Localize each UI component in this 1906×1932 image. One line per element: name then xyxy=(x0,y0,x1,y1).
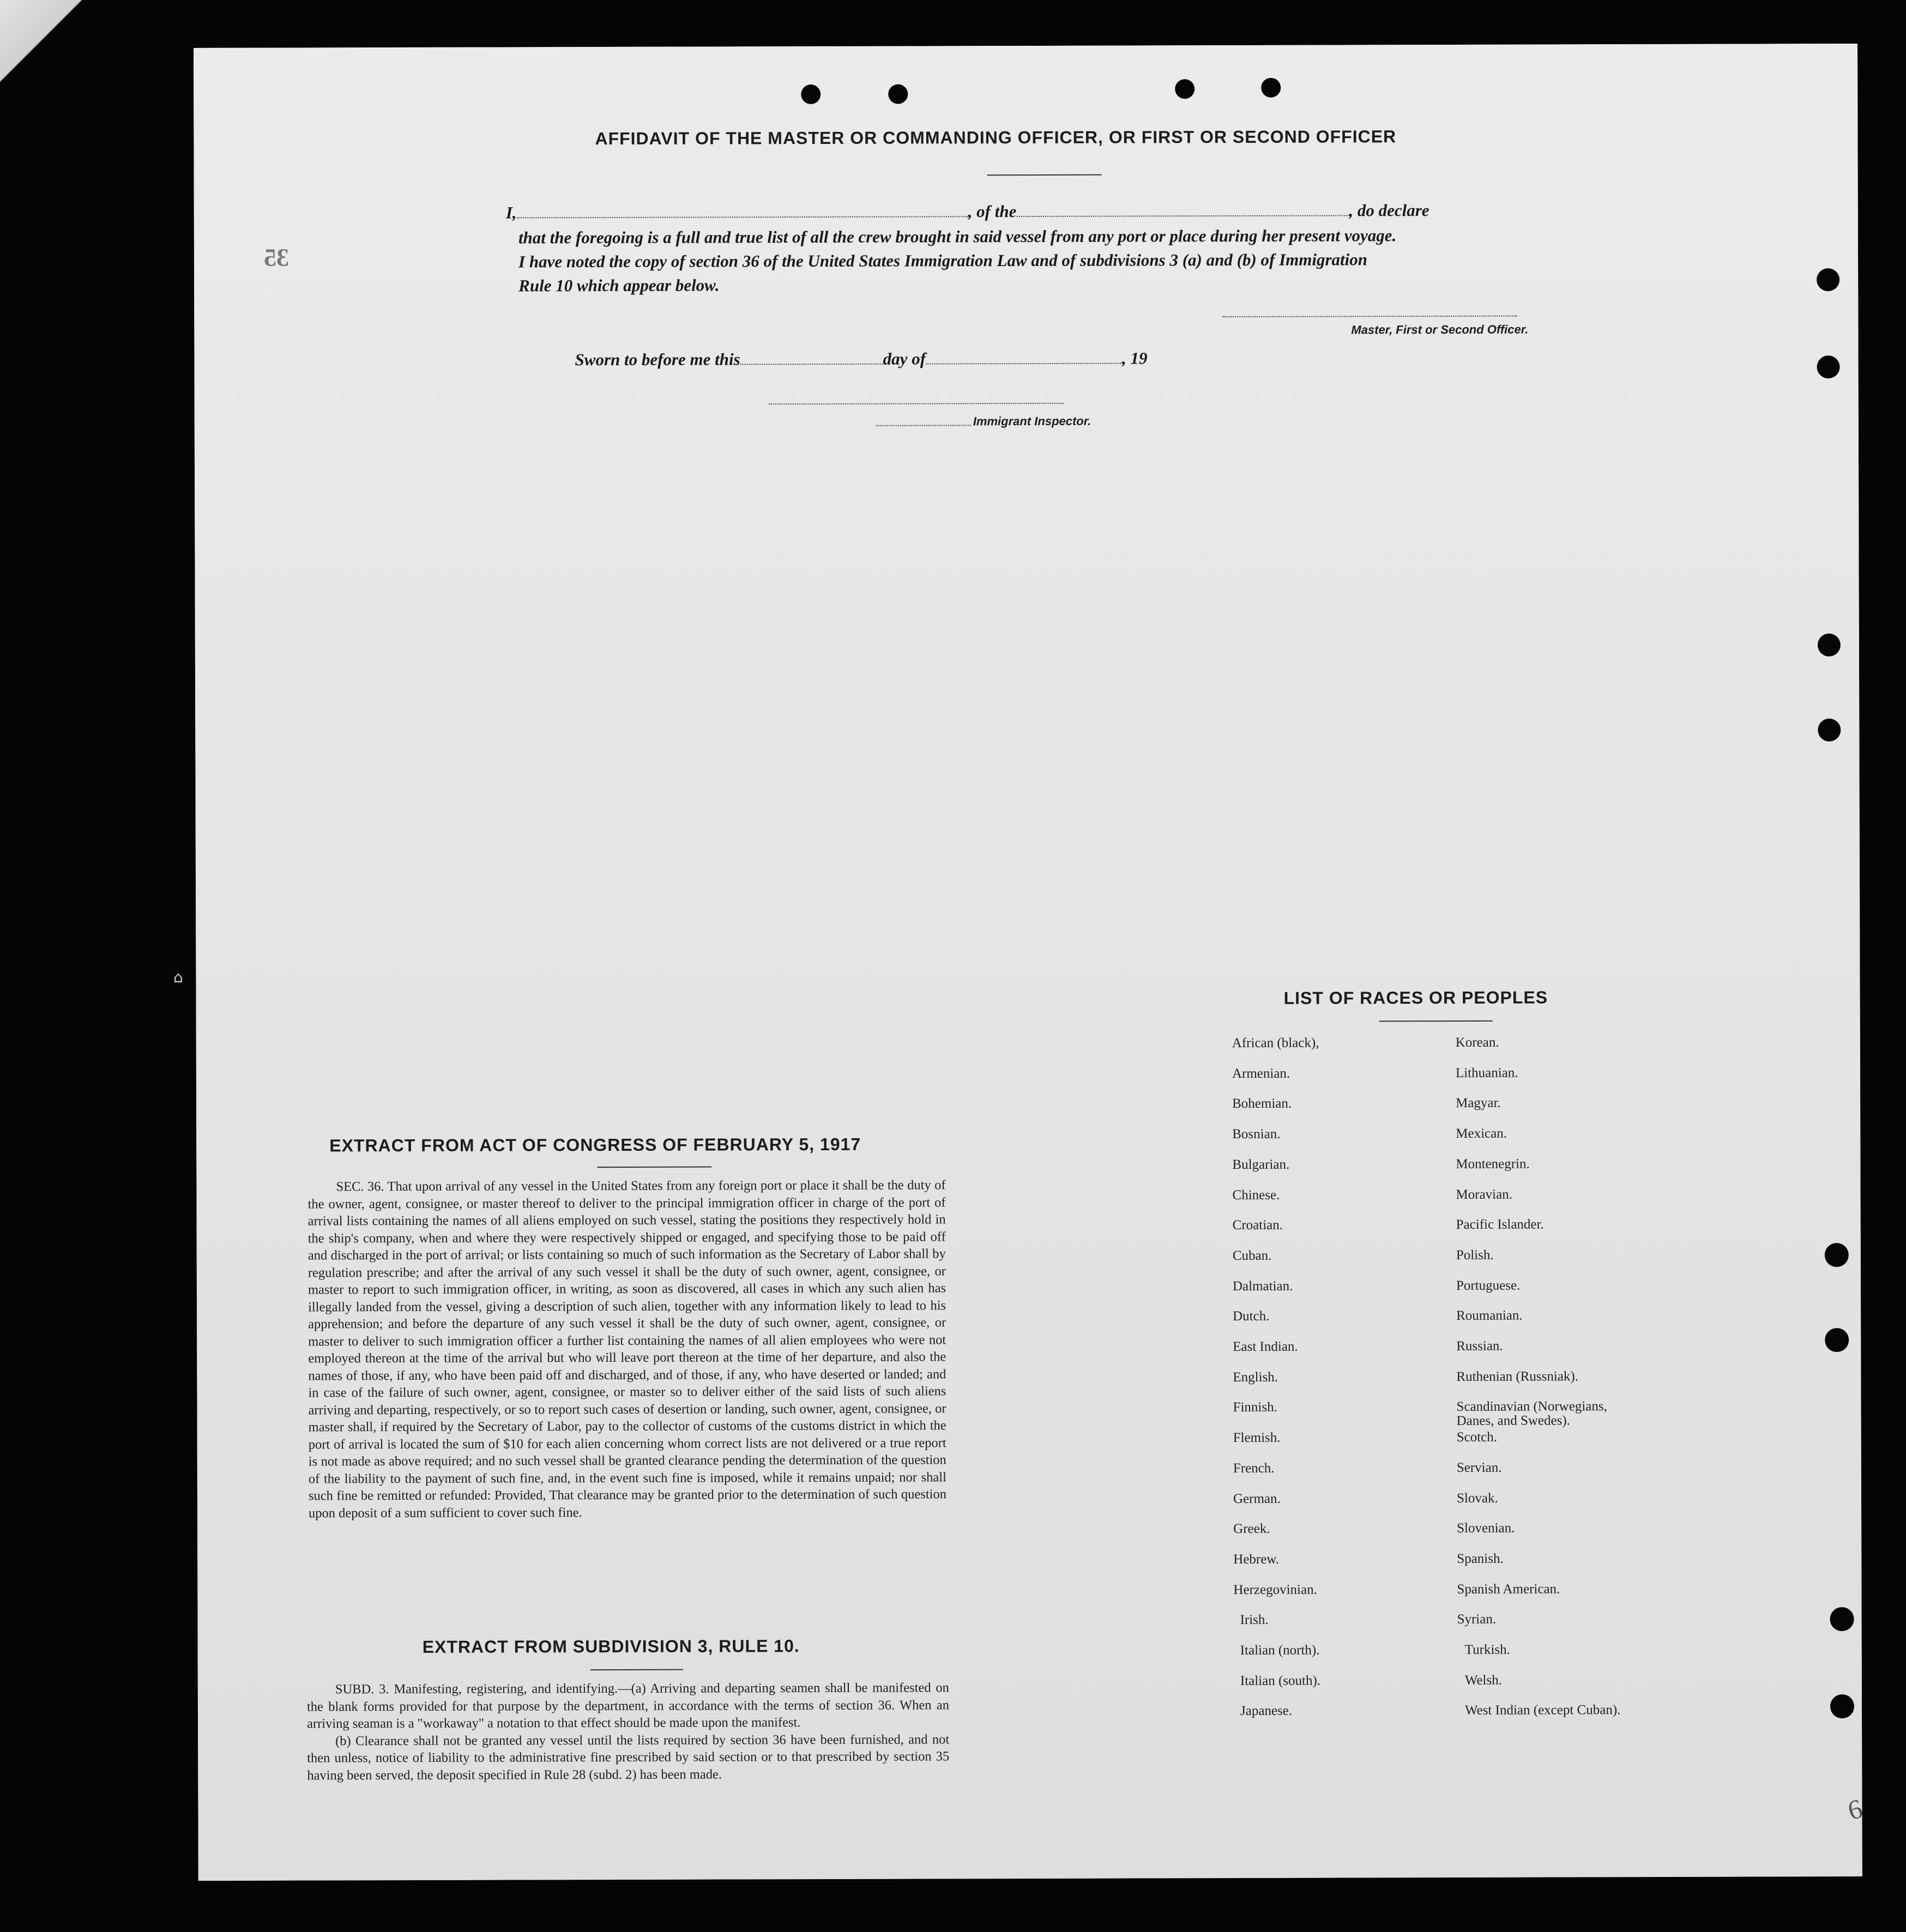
sworn-text: Sworn to before me this xyxy=(575,349,740,370)
film-corner xyxy=(0,0,82,98)
race-item: Slovak. xyxy=(1456,1490,1498,1506)
race-item: Armenian. xyxy=(1232,1066,1290,1081)
race-item: Russian. xyxy=(1456,1338,1503,1354)
inspector-sub-line xyxy=(876,424,971,426)
day-blank xyxy=(740,363,883,365)
affidavit-declare: , do declare xyxy=(1349,201,1430,220)
race-item: Roumanian. xyxy=(1456,1308,1523,1324)
race-item: Croatian. xyxy=(1232,1217,1283,1233)
races-divider xyxy=(1379,1021,1493,1022)
race-item: Flemish. xyxy=(1233,1430,1281,1446)
race-item: Lithuanian. xyxy=(1455,1065,1518,1080)
punch-hole xyxy=(1261,78,1281,98)
vessel-blank xyxy=(1016,214,1349,217)
punch-hole xyxy=(1175,79,1195,99)
race-item: Korean. xyxy=(1455,1035,1499,1050)
race-item: Scandinavian (Norwegians, Danes, and Swedes). xyxy=(1456,1399,1607,1429)
race-item: West Indian (except Cuban). xyxy=(1464,1702,1621,1718)
page-number: 35 xyxy=(263,243,289,271)
punch-hole xyxy=(1818,719,1841,741)
affidavit-divider xyxy=(987,174,1102,176)
inspector-signature-line xyxy=(769,402,1064,404)
document-sheet xyxy=(194,44,1862,1881)
race-item: Irish. xyxy=(1240,1613,1269,1628)
race-item: Welsh. xyxy=(1464,1673,1503,1688)
race-item: Spanish American. xyxy=(1457,1581,1560,1597)
race-item: Hebrew. xyxy=(1233,1551,1280,1567)
name-blank xyxy=(517,215,968,218)
rule-extract-title: EXTRACT FROM SUBDIVISION 3, RULE 10. xyxy=(422,1636,800,1657)
race-item: Magyar. xyxy=(1456,1096,1501,1111)
punch-hole xyxy=(1817,355,1839,378)
affidavit-line-1 xyxy=(506,201,1430,222)
race-item: Cuban. xyxy=(1232,1248,1272,1263)
race-item: French. xyxy=(1233,1460,1275,1476)
race-item: Dalmatian. xyxy=(1232,1278,1293,1294)
master-label: Master, First or Second Officer. xyxy=(1351,322,1529,337)
race-item: English. xyxy=(1233,1369,1278,1385)
race-item: Servian. xyxy=(1456,1460,1502,1475)
affidavit-of-the: , of the xyxy=(968,202,1017,221)
race-item: Portuguese. xyxy=(1456,1278,1521,1293)
affidavit-line-4: Rule 10 which appear below. xyxy=(518,275,720,295)
race-item: Greek. xyxy=(1233,1522,1270,1537)
race-item: Moravian. xyxy=(1456,1187,1513,1202)
day-of-text: day of xyxy=(883,349,926,369)
act-extract-text xyxy=(307,1176,946,1522)
race-item: Slovenian. xyxy=(1457,1520,1515,1536)
race-item: Italian (south). xyxy=(1240,1673,1321,1688)
month-blank xyxy=(926,363,1122,365)
inspector-label: Immigrant Inspector. xyxy=(973,414,1091,428)
race-item: Scotch. xyxy=(1456,1429,1498,1445)
race-item: East Indian. xyxy=(1233,1339,1298,1355)
section-36-paragraph: SEC. 36. That upon arrival of any vessel in the United States from any foreign port or place it shall be the duty of the owner, agent, consignee, or master thereof to deliver to the principal immigration officer in charge of the port of arrival lists containing the names of all aliens employed on such vessel, stating the positions they respectively hold in the ship's company, when and where they were respectively shipped or engaged, and specifying those to be paid off and discharged in the port of arrival; or lists containing so much of such information as the Secretary of Labor shall by regulation prescribe; and after the arrival of any such vessel it shall be the duty of such owner, agent, consignee, or master to report to such immigration officer, in writing, as soon as discovered, all cases in which any such alien has illegally landed from the vessel, giving a description of such alien, together with any information likely to lead to his apprehension; and before the departure of any such vessel it shall be the duty of such owner, agent, consignee, or master to deliver to such immigration officer a further list containing the names of all alien employees who were not employed thereon at the time of the arrival but who will leave port thereon at the time of her departure, and also the names of those, if any, who have been paid off and discharged, and of those, if any, who have deserted or landed; and in case of the failure of such owner, agent, consignee, or master so to deliver either of the said lists of such aliens arriving and departing, respectively, or so to report such cases of desertion or landing, such owner, agent, consignee, or master shall, if required by the Secretary of Labor, pay to the collector of customs of the customs district in which the port of arrival is located the sum of $10 for each alien concerning whom correct lists are not delivered or a true report is not made as above required; and no such vessel shall be granted clearance pending the determination of the question of the liability to the payment of such fine, and, in the event such fine is imposed, while it remains unpaid; nor shall such fine be remitted or refunded: Provided, That clearance may be granted prior to the determination of such question upon deposit of a sum sufficient to cover such fine. xyxy=(307,1178,946,1520)
punch-hole xyxy=(1818,633,1841,656)
race-item: Chinese. xyxy=(1232,1187,1280,1203)
sworn-line xyxy=(575,348,1147,370)
punch-hole xyxy=(1817,268,1839,291)
act-extract-title: EXTRACT FROM ACT OF CONGRESS OF FEBRUARY 5, 1917 xyxy=(329,1134,861,1156)
race-item: Pacific Islander. xyxy=(1456,1217,1544,1233)
race-item: Ruthenian (Russniak). xyxy=(1456,1369,1579,1384)
master-signature-line xyxy=(1222,315,1517,317)
race-item: Polish. xyxy=(1456,1247,1494,1263)
race-item: Dutch. xyxy=(1233,1309,1270,1324)
race-item: Herzegovinian. xyxy=(1233,1582,1317,1597)
affidavit-line-3: I have noted the copy of section 36 of the United States Immigration Law and of subdivisions 3 (a) and (b) of Immigration xyxy=(518,250,1368,271)
rule-extract-divider xyxy=(590,1669,683,1670)
race-item: Bosnian. xyxy=(1232,1126,1281,1142)
affidavit-i: I, xyxy=(505,203,517,222)
affidavit-line-2: that the foregoing is a full and true list of all the crew brought in said vessel from any port or place during her present voyage. xyxy=(518,226,1397,247)
races-title: LIST OF RACES OR PEOPLES xyxy=(1283,987,1548,1008)
subd-3a-paragraph: SUBD. 3. Manifesting, registering, and identifying.—(a) Arriving and departing seamen shall be manifested on the blank forms provided for that purpose by the department, in accordance with the terms of section 36. When an arriving seaman is a "workaway" a notation to that effect should be made upon the manifest. xyxy=(306,1680,949,1731)
subd-3b-paragraph: (b) Clearance shall not be granted any vessel until the lists required by section 36 have been furnished, and not then unless, notice of liability to the administrative fine prescribed by said section or to that prescribed by section 35 having been served, the deposit specified in Rule 28 (subd. 2) has been made. xyxy=(307,1731,950,1783)
punch-hole xyxy=(1825,1243,1849,1267)
corner-mark: 6 xyxy=(1844,1792,1866,1826)
race-item: Montenegrin. xyxy=(1456,1156,1530,1172)
punch-hole xyxy=(1830,1694,1854,1718)
race-item: Bohemian. xyxy=(1232,1096,1292,1112)
stray-mark: ⌂ xyxy=(173,968,183,986)
race-item: Japanese. xyxy=(1240,1704,1293,1719)
race-item: Italian (north). xyxy=(1240,1643,1320,1658)
race-item: Turkish. xyxy=(1464,1642,1510,1657)
race-item: African (black), xyxy=(1232,1035,1319,1051)
affidavit-title: AFFIDAVIT OF THE MASTER OR COMMANDING OFFICER, OR FIRST OR SECOND OFFICER xyxy=(595,126,1397,149)
race-item: Spanish. xyxy=(1457,1551,1504,1566)
race-item: Finnish. xyxy=(1233,1400,1277,1415)
race-item: Mexican. xyxy=(1456,1126,1507,1142)
punch-hole xyxy=(1830,1607,1854,1631)
punch-hole xyxy=(1825,1328,1849,1352)
punch-hole xyxy=(801,84,821,104)
race-item: Bulgarian. xyxy=(1232,1157,1290,1172)
race-item: Syrian. xyxy=(1457,1612,1497,1627)
year-prefix: , 19 xyxy=(1121,348,1148,368)
race-item: German. xyxy=(1233,1491,1281,1506)
punch-hole xyxy=(888,84,908,104)
rule-extract-text xyxy=(307,1679,949,1784)
act-extract-divider xyxy=(597,1167,711,1168)
